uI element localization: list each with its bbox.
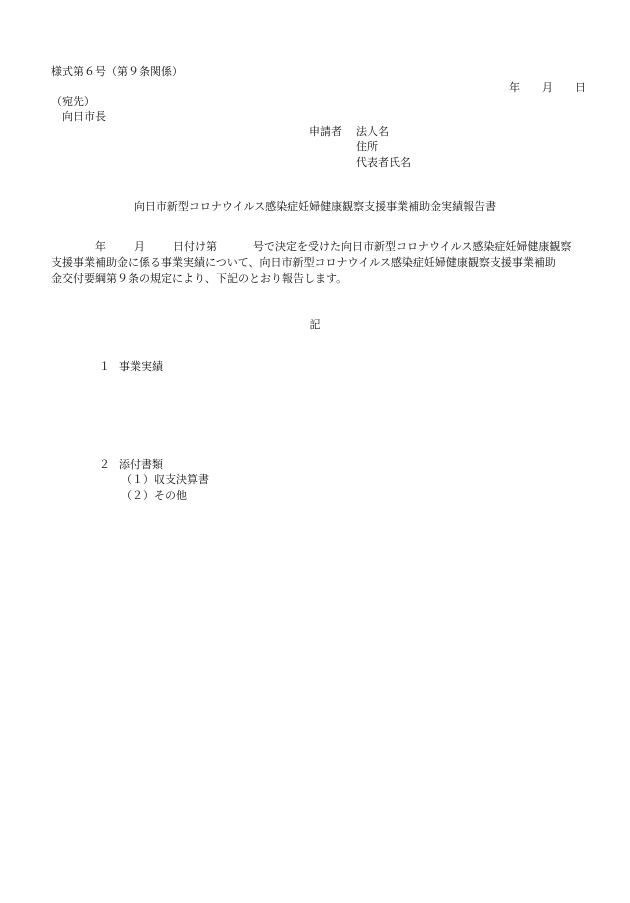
item-label: 事業実績 <box>119 360 163 373</box>
applicant-field-representative: 代表者氏名 <box>356 156 411 169</box>
item-number: ２ <box>99 458 110 471</box>
body-date-suffix: 日付け第 <box>173 240 217 253</box>
applicant-field-address: 住所 <box>356 140 378 153</box>
ki-heading: 記 <box>309 318 321 331</box>
body-year: 年 <box>95 240 106 253</box>
date-month: 月 <box>542 81 553 94</box>
addressee-label: （宛先） <box>51 95 95 108</box>
body-line-2: 支援事業補助金に係る事業実績について、向日市新型コロナウイルス感染症妊婦健康観察支援事業補助 <box>51 256 556 269</box>
applicant-field-corporation: 法人名 <box>356 125 389 138</box>
item-business-results <box>99 359 163 375</box>
item-attachments <box>99 457 163 473</box>
item-number: １ <box>99 360 110 373</box>
body-line-1 <box>51 239 591 255</box>
form-number: 様式第６号（第９条関係） <box>51 65 183 78</box>
body-line-3: 金交付要綱第９条の規定により、下記のとおり報告します。 <box>51 272 348 285</box>
subitem-settlement: （１）収支決算書 <box>121 473 209 486</box>
body-month: 月 <box>134 240 145 253</box>
body-number-suffix: 号で決定を受けた向日市新型コロナウイルス感染症妊婦健康観察 <box>253 240 572 253</box>
date-year: 年 <box>509 81 520 94</box>
document-title: 向日市新型コロナウイルス感染症妊婦健康観察支援事業補助金実績報告書 <box>133 200 497 213</box>
date-day: 日 <box>575 81 586 94</box>
applicant-label: 申請者 <box>309 125 342 138</box>
body-paragraph <box>51 239 591 287</box>
subitem-other: （２）その他 <box>121 489 187 502</box>
item-label: 添付書類 <box>119 458 163 471</box>
date-line <box>509 80 586 96</box>
addressee-name: 向日市長 <box>62 110 106 123</box>
